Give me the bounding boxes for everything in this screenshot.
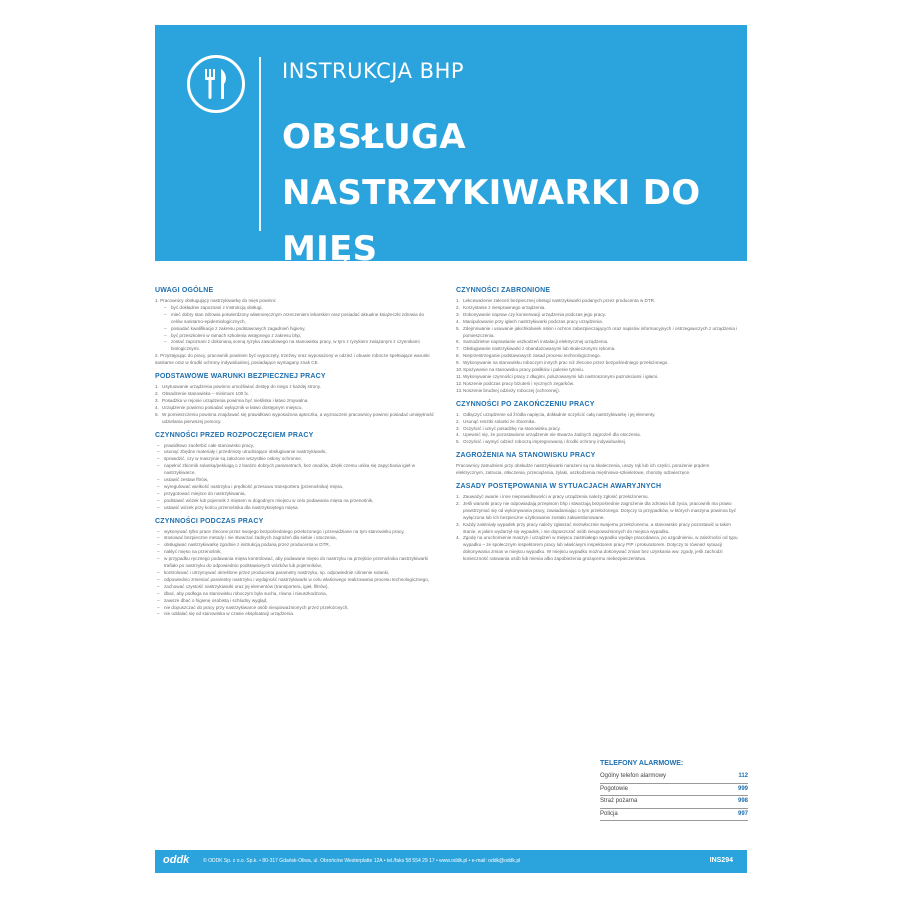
- list-item: – stosować bezpieczne metody i nie stwarzać żadnych zagrożeń dla siebie i otoczenia,: [155, 535, 437, 542]
- section-during-work: [155, 518, 437, 619]
- list-item: – ustawić wózek przy końcu przenośnika dla nastrzykniętego mięsa.: [155, 505, 437, 512]
- list-item: – nie oddalać się od stanowiska w czasie eksploatacji urządzenia.: [155, 611, 437, 618]
- list-item: 1. Zauważyć awarie i inne nieprawidłowości w pracy urządzenia należy zgłosić przełożonemu.: [456, 494, 649, 500]
- numbered-list: [456, 298, 738, 395]
- section-title: CZYNNOŚCI PRZED ROZPOCZĘCIEM PRACY: [155, 431, 314, 439]
- footer-bar: [155, 850, 747, 873]
- instruction-sheet: [155, 25, 747, 875]
- phone-row: [600, 796, 748, 809]
- list-item: – być dokładnie zapoznani z instrukcją obsługi,: [162, 305, 437, 312]
- section-title: ZASADY POSTĘPOWANIA W SYTUACJACH AWARYJNYCH: [456, 483, 662, 491]
- numbered-list: [456, 494, 738, 563]
- list-item: 13. Noszenie brudnej odzieży roboczej (ochronnej).: [456, 387, 561, 393]
- list-item: 12. Noszenie podczas pracy biżuterii i ręcznych zegarków.: [456, 380, 575, 386]
- header-banner: [155, 25, 747, 269]
- phone-number: 999: [737, 785, 748, 792]
- list-item: 4. Manipulowanie przy igłach nastrzykiwarki podczas pracy urządzenia.: [456, 318, 603, 324]
- list-item: 1. Usytuowanie urządzenia powinno umożliwiać dostęp do niego z każdej strony.: [155, 384, 321, 390]
- list-item: 1. Lekceważenie zaleceń bezpiecznej obsługi nastrzykiwarki podanych przez producenta w DTR.: [456, 298, 656, 303]
- list-item: 7. Obsługiwanie nastrzykiwarki z obandażowanymi lub skaleczonymi rękoma.: [456, 346, 616, 352]
- list-item: 5. W pomieszczeniu powinna znajdować się prawidłowo wyposażona apteczka, a wyznaczeni pracownicy powinni posiadać umiejętność udzielania pierwszej pomocy.: [155, 411, 434, 424]
- list-item: – mieć dobry stan zdrowia potwierdzony własnoręcznym orzeczeniem lekarskim oraz posiadać aktualne książeczki zdrowia do celów sanitarno-epidemiologicznych,: [162, 312, 437, 326]
- list-item: – w przypadku ręcznego podawania mięsa kontrolować, aby podawane mięso do nastrzyku na przejście przenośnika nastrzykiwarki trafiało po nastrzyku do odpowiednio podstawionych wózków lub pojemników,: [155, 556, 437, 570]
- list-item: 2. Usunąć resztki solanki ze zbiornika.: [456, 418, 536, 424]
- list-item: 9. Wykonywanie na stanowisku roboczym innych prac niż zlecone przez bezpośredniego przełożonego.: [456, 360, 669, 366]
- header-divider: [259, 57, 261, 231]
- list-item: – odpowiednio zmieniać parametry nastrzyku i wydajność nastrzykiwarki w celu właściwego realizowania procesu technologicznego,: [155, 577, 437, 584]
- list-item: 6. Samodzielne naprawianie uszkodzeń instalacji elektrycznej urządzenia.: [456, 339, 609, 345]
- publisher-logo: oddk: [163, 854, 190, 866]
- title-line-1: OBSŁUGA: [282, 117, 466, 157]
- section-before-work: [155, 432, 437, 512]
- list-item: 2. Przystępując do pracy, pracownik powinien być wypoczęty, trzeźwy oraz wyposażony w odzież i obuwie robocze spełniające warunki sanitarne oraz w środki ochrony indywidualnej, posiadające wymagany znak CE.: [155, 353, 430, 366]
- list-item: 3. Posadzka w rejonie urządzenia powinna być nieśliska i łatwo zmywalna.: [155, 397, 309, 403]
- section-basic-safety-conditions: [155, 373, 437, 425]
- emergency-phones: [600, 760, 748, 821]
- list-item: 4. Upewnić się, że pozostawione urządzenie nie stwarza żadnych zagrożeń dla otoczenia.: [456, 432, 641, 438]
- document-kicker: INSTRUKCJA BHP: [282, 59, 465, 83]
- list-item: – kontrolować i utrzymywać określone przez producenta parametry nastrzyku, np. odpowiednie ciśnienie solanki,: [155, 570, 437, 577]
- section-title: PODSTAWOWE WARUNKI BEZPIECZNEJ PRACY: [155, 373, 326, 381]
- document-title: [282, 109, 747, 277]
- phone-label: Ogólny telefon alarmowy: [600, 773, 667, 779]
- list-item: – podstawić wózek lub pojemnik z mięsem w dogodnym miejscu w celu podawania mięsa na przenośnik,: [155, 498, 437, 505]
- phone-label: Policja: [600, 810, 618, 817]
- list-item: 8. Nieprzestrzeganie podstawowych zasad procesu technologicznego.: [456, 353, 601, 359]
- list-item: 1. Odłączyć urządzenie od źródła napięcia, dokładnie oczyścić całą nastrzykiwarkę i jej elementy.: [456, 411, 656, 417]
- list-item: – dbać, aby podłoga na stanowisku roboczym była sucha, równa i nieuszkodzona,: [155, 591, 437, 598]
- list-item: 10. Spożywanie na stanowisku pracy posiłków i palenie tytoniu.: [456, 367, 585, 373]
- phone-number: 997: [737, 810, 748, 817]
- section-workplace-hazards: [456, 452, 738, 477]
- list-item: – być przeszkoleni w ramach szkolenia wstępnego z zakresu bhp,: [162, 333, 437, 340]
- phone-label: Pogotowie: [600, 785, 629, 792]
- list-item: – wykonywać tylko prace zlecone przez swojego bezpośredniego przełożonego i przewidziane na tym stanowisku pracy,: [155, 529, 437, 536]
- section-title: CZYNNOŚCI PODCZAS PRACY: [155, 517, 264, 525]
- phones-title: TELEFONY ALARMOWE:: [600, 760, 684, 767]
- list-item: – zostać zapoznani z dokonaną oceną ryzyka zawodowego na stanowisku pracy, w tym z ryzykiem związanym z czynnikami biologicznymi.: [162, 339, 437, 353]
- list-item: – nakłyć mięso na przenośnik,: [155, 549, 437, 556]
- section-title: CZYNNOŚCI PO ZAKOŃCZENIU PRACY: [456, 400, 595, 408]
- dash-list: [155, 443, 437, 512]
- list-item: 3. Oczyścić i umyć posadzkę na stanowisku pracy.: [456, 425, 561, 431]
- section-title: CZYNNOŚCI ZABRONIONE: [456, 287, 551, 294]
- list-item: – posiadać kwalifikacje z zakresu podstawowych zagadnień higieny,: [162, 326, 437, 333]
- left-column: [155, 287, 437, 624]
- list-item: – przygotować miejsce do nastrzykiwania,: [155, 491, 437, 498]
- list-item: – nie dopuszczać do pracy przy nastrzykiwarce osób nieupoważnionych przez przełożonych,: [155, 605, 437, 612]
- list-item: 2. Korzystanie z niesprawnego urządzenia.: [456, 304, 546, 310]
- list-item: – usunąć zbędne materiały i przedmioty utrudniające obsługiwanie nastrzykiwarki,: [155, 449, 437, 456]
- section-after-work: [456, 401, 738, 447]
- section-general-notes: [155, 287, 437, 367]
- list-item: – obsługiwać nastrzykiwarkę zgodnie z instrukcją podaną przez producenta w DTR,: [155, 542, 437, 549]
- phone-number: 998: [737, 798, 748, 804]
- list-item: – zachować czystość nastrzykiwarki oraz jej elementów (transportera, igieł, filtrów),: [155, 584, 437, 591]
- list-item: 5. Oczyścić i wymyć odzież roboczą impregnowaną i środki ochrony indywidualnej.: [456, 439, 627, 445]
- list-item: 1. Pracownicy obsługujący nastrzykiwarkę do mięs powinni:: [155, 298, 277, 303]
- numbered-list: [155, 384, 437, 425]
- right-column: [456, 287, 738, 569]
- phone-label: Straż pożarna: [600, 798, 638, 804]
- phone-row: [600, 809, 748, 822]
- fork-knife-icon: [187, 55, 245, 113]
- section-text: Pracownicy zatrudnieni przy obsłudze nastrzykiwarki narażeni są na skaleczenia, urazy rąk lub ich części, porażenie prądem elektrycznym, zatrucia, otłuczenia, przeciążenia, żylaki, uszkodzenia mięśniowo-szkieletowe, choroby odzwierzęce.: [456, 463, 710, 476]
- numbered-list: [456, 412, 738, 447]
- list-item: – napełnić zbiornik solanką/pekluigą o z bardzo dobrych parametrach, bez osadów, dzięki czemu unika się zapychania igieł w nastrzykiwarce,: [155, 463, 437, 477]
- list-item: 4. Zgodę na uruchomienie maszyn i urządzeń w miejscu zaistniałego wypadku wydaje pracodawca, po uzgodnieniu, w zależności od typu wypadku – ze społecznym inspektorem pracy lub właściwym inspektorem pracy PIP i prokuratorem. Dotyczy to również sytuacji dokonywania zmian w miejscu wypadku. W miejscu wypadku można dokonywać zmian bez uzyskania ww. zgody, jeśli zachodzi konieczność ratowania osób lub mienia albo zapobieżenia grożącemu niebezpieczeństwu.: [456, 535, 738, 562]
- document-code: INS294: [709, 857, 733, 864]
- list-item: 3. Każdy zaistniały wypadek przy pracy należy zgłaszać niezwłocznie swojemu przełożonemu, a stanowisko pracy pozostawić w takim stanie, w jakim wydarzył się wypadek, i nie dopuszczać osób nieupoważnionych do miejsca wypadku.: [456, 521, 731, 534]
- section-emergency-rules: [456, 483, 738, 563]
- list-item: 2. Jeśli warunki pracy nie odpowiadają przepisom bhp i stwarzają bezpośrednie zagrożenie dla zdrowia lub życia, pracownik ma prawo powstrzymać się od wykonywania pracy, zawiadamiając o tym przełożonego. Dotyczy to przypadków, w których maszyna powinna być wyłączona lub ich bezpieczne użytkowanie zostało zakwestionowane.: [456, 500, 737, 520]
- list-item: – ustawić zestaw fltrów,: [155, 477, 437, 484]
- dash-list: [155, 529, 437, 619]
- list-item: – prawidłowo zaoferbić całe stanowisko pracy,: [155, 443, 437, 450]
- section-forbidden-actions: [456, 287, 738, 395]
- list-item: 11. Wykonywanie czynności pracy z długimi, poluzowanymi lub nastroszonymi paznokciami i igłami.: [456, 373, 659, 379]
- section-title: UWAGI OGÓLNE: [155, 287, 214, 294]
- list-item: – zawsze dbać o higienę osobistą i schludny wygląd,: [155, 598, 437, 605]
- phone-number: 112: [738, 773, 748, 779]
- list-item: 3. Dokonywanie napraw czy konserwacji urządzenia podczas jego pracy.: [456, 311, 606, 317]
- list-item: 5. Zdejmowanie i usuwanie jakichkolwiek osłon i ochron zabezpieczających oraz napisów informacyjnych i ostrzegawczych z urządzenia i pomieszczenia.: [456, 325, 738, 338]
- title-line-2: NASTRZYKIWARKI DO MIĘS: [282, 173, 701, 269]
- section-title: ZAGROŻENIA NA STANOWISKU PRACY: [456, 452, 596, 460]
- phone-row: [600, 771, 748, 784]
- list-item: 4. Urządzenie powinno posiadać wyłącznik w łatwo dostępnym miejscu.: [155, 404, 303, 410]
- footer-contact: © ODDK Sp. z o.o. Sp.k. • 80-317 Gdańsk-Oliwa, ul. Obrońców Westerplatte 12A • tel./faks 58 554 29 17 • www.oddk.pl • e-mail: oddk@oddk.pl: [203, 858, 521, 864]
- list-item: – sprawdzić, czy w maszynie są założone wszystkie osłony ochronne,: [155, 456, 437, 463]
- list-item: – wyregulować wielkość nastrzyku i prędkość przesuwu transportera (przenośnika) mięsa,: [155, 484, 437, 491]
- sub-list: [155, 305, 437, 353]
- list-item: 2. Obsadzenie stanowiska – minimum 100 lx.: [155, 390, 250, 396]
- phone-row: [600, 784, 748, 797]
